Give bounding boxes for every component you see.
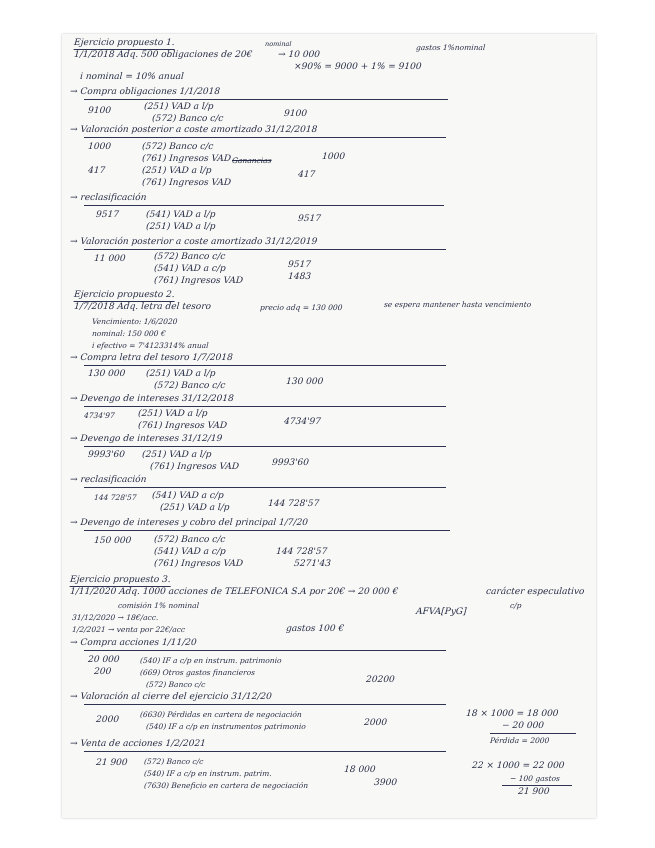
ex3-side2-a: 22 × 1000 = 22 000 (471, 761, 565, 771)
ex3-s1-r3-acc: (572) Banco c/c (145, 680, 206, 689)
ex1-s1-r1-acc: (251) VAD a l/p (143, 102, 214, 112)
ex2-s1-title: → Compra letra del tesoro 1/7/2018 (69, 353, 234, 363)
ex2-price: precio adq = 130 000 (259, 303, 343, 312)
ex3-d2: 1/2/2021 → venta por 22€/acc (71, 625, 186, 634)
ex1-calc2: ×90% = 9000 + 1% = 9100 (293, 62, 422, 72)
ex1-s4-r1-amt: 11 000 (93, 254, 126, 264)
ex2-s5-rule (84, 530, 450, 531)
ex2-s5-r1-acc: (572) Banco c/c (153, 535, 226, 545)
ex1-s2-title: → Valoración posterior a coste amortizado 31/12/2018 (69, 125, 318, 135)
ex3-s2-r1-acc: (6630) Pérdidas en cartera de negociación (139, 710, 303, 719)
ex1-nominal-note: nominal (264, 40, 292, 48)
ex2-s3-title: → Devengo de intereses 31/12/19 (69, 434, 223, 444)
ex3-side1-b: − 20 000 (501, 721, 545, 731)
ex3-s1-r1-amt: 20 000 (87, 655, 120, 665)
ex2-s3-r1-acc: (251) VAD a l/p (141, 450, 212, 460)
ex2-s1-r1-amt: 130 000 (87, 369, 126, 379)
ex3-side2-c: 21 900 (517, 787, 550, 797)
ex2-s2-r2-acc: (761) Ingresos VAD (137, 421, 228, 431)
ex3-side1-c: Pérdida = 2000 (489, 736, 550, 745)
ex3-s3-r1-acc: (572) Banco c/c (143, 757, 204, 766)
ex2-s5-r1-amt: 150 000 (93, 536, 132, 546)
ex3-s2-r2-acc: (540) IF a c/p en instrumentos patrimonio (145, 722, 307, 731)
ex1-rate: i nominal = 10% anual (79, 72, 185, 82)
ex3-title: Ejercicio propuesto 3. (69, 575, 171, 585)
ex2-s4-r1-val: 144 728'57 (267, 499, 320, 509)
ex1-s2-r2-acc: (761) Ingresos VAD (141, 154, 232, 164)
ex3-cp: c/p (509, 601, 522, 610)
ex2-note: se espera mantener hasta vencimiento (383, 300, 532, 309)
ex1-s1-r1-amt: 9100 (87, 106, 112, 116)
ex3-s1-r2-amt: 200 (93, 667, 112, 677)
ex2-s2-r1-amt: 4734'97 (83, 411, 116, 420)
ex3-char: carácter especulativo (485, 587, 585, 597)
ex1-title: Ejercicio propuesto 1. (73, 38, 175, 48)
ex1-s4-r2-val: 1483 (287, 272, 312, 282)
ex1-s3-r2-acc: (251) VAD a l/p (145, 222, 216, 232)
ex1-s4-r2-acc: (541) VAD a c/p (153, 264, 226, 274)
ex1-s1-rule (84, 99, 448, 100)
ex2-s4-r1-acc: (541) VAD a c/p (151, 491, 224, 501)
ex2-s2-title: → Devengo de intereses 31/12/2018 (69, 394, 235, 404)
ex1-s2-r3-val: 417 (297, 170, 316, 180)
ex3-s3-rule (84, 751, 446, 752)
ex1-s4-r3-acc: (761) Ingresos VAD (153, 276, 244, 286)
ex1-s3-title: → reclasificación (69, 193, 147, 203)
ex2-title: Ejercicio propuesto 2. (73, 290, 175, 300)
ex3-s3-r1-amt: 21 900 (95, 758, 128, 768)
ex2-s4-r2-acc: (251) VAD a l/p (159, 503, 230, 513)
ex1-s4-title: → Valoración posterior a coste amortizado 31/12/2019 (69, 237, 318, 247)
ex1-calc1: → 10 000 (277, 50, 321, 60)
ex1-s4-r1-acc: (572) Banco c/c (153, 252, 226, 262)
ex3-s1-r3-val: 20200 (365, 675, 396, 685)
ex2-s5-r2-acc: (541) VAD a c/p (153, 547, 226, 557)
ex3-s2-r2-val: 2000 (363, 718, 388, 728)
ex1-s2-r2-val: 1000 (321, 152, 346, 162)
ex3-side1-a: 18 × 1000 = 18 000 (465, 709, 559, 719)
handwritten-page (62, 34, 596, 818)
ex2-s5-r2-val: 144 728'57 (275, 547, 328, 557)
ex2-s2-r1-val: 4734'97 (283, 417, 322, 427)
ex1-s2-r3-amt: 417 (87, 166, 106, 176)
ex2-s5-r3-acc: (761) Ingresos VAD (153, 559, 244, 569)
ex2-s1-rule (84, 365, 446, 366)
ex1-s3-r1-amt: 9517 (95, 210, 120, 220)
ex3-s3-title: → Venta de acciones 1/2/2021 (69, 739, 207, 749)
ex1-s1-title: → Compra obligaciones 1/1/2018 (69, 87, 221, 97)
ex2-s1-r1-val: 130 000 (285, 377, 324, 387)
ex3-s1-r2-acc: (669) Otros gastos financieros (139, 668, 256, 677)
ex3-side2-rule (502, 785, 572, 786)
ex1-s4-r1-val: 9517 (287, 260, 312, 270)
ex2-s2-rule (84, 406, 446, 407)
ex3-s3-r3-acc: (7630) Beneficio en cartera de negociación (143, 781, 309, 790)
ex2-desc: 1/7/2018 Adq. letra del tesoro (73, 302, 212, 312)
ex2-s4-rule (84, 487, 446, 488)
ex2-s3-r2-acc: (761) Ingresos VAD (149, 462, 240, 472)
ex1-s4-rule (84, 249, 446, 250)
ex3-s3-r2-acc: (540) IF a c/p en instrum. patrim. (143, 769, 273, 778)
ex3-s1-title: → Compra acciones 1/11/20 (69, 638, 197, 648)
ex3-comision: comisión 1% nominal (117, 601, 200, 610)
ex2-venc: Vencimiento: 1/6/2020 (91, 317, 178, 326)
ex3-s3-r3-val: 3900 (373, 778, 398, 788)
ex2-s5-title: → Devengo de intereses y cobro del principal 1/7/20 (69, 518, 309, 528)
ex2-s1-r1-acc: (251) VAD a l/p (145, 369, 216, 379)
ex2-s4-title: → reclasificación (69, 475, 147, 485)
ex1-s3-r1-val: 9517 (297, 214, 322, 224)
ex2-s5-r3-val: 5271'43 (293, 559, 332, 569)
ex1-s2-rule (84, 137, 446, 138)
ex3-side2-b: − 100 gastos (509, 774, 561, 783)
ex3-afva: AFVA[PyG] (415, 607, 467, 617)
ex2-s2-r1-acc: (251) VAD a l/p (137, 409, 208, 419)
ex2-s3-rule (84, 446, 446, 447)
ex1-s1-r2-acc: (572) Banco c/c (151, 114, 224, 124)
ex1-s2-r2-struck: Ganancias (231, 156, 272, 165)
ex1-s1-r1-val: 9100 (283, 109, 308, 119)
ex3-s2-r1-amt: 2000 (95, 715, 120, 725)
ex1-s2-r4-acc: (761) Ingresos VAD (141, 178, 232, 188)
ex1-s2-r1-amt: 1000 (87, 142, 112, 152)
ex3-s1-r1-acc: (540) IF a c/p en instrum. patrimonio (139, 656, 282, 665)
ex2-nominal: nominal: 150 000 € (91, 329, 166, 338)
ex3-gastos: gastos 100 € (285, 624, 345, 634)
ex3-d1: 31/12/2020 → 18€/acc. (71, 613, 159, 622)
ex3-s2-rule (84, 704, 446, 705)
ex1-s3-r1-acc: (541) VAD a l/p (145, 210, 216, 220)
ex1-desc: 1/1/2018 Adq. 500 obligaciones de 20€ (73, 50, 253, 60)
ex1-s3-rule (84, 205, 444, 206)
ex3-s2-title: → Valoración al cierre del ejercicio 31/12/20 (69, 692, 273, 702)
ex2-s1-r2-acc: (572) Banco c/c (153, 381, 226, 391)
ex3-side1-rule (490, 733, 576, 734)
ex1-s2-r1-acc: (572) Banco c/c (141, 142, 214, 152)
ex2-s4-r1-amt: 144 728'57 (93, 493, 137, 502)
ex2-s3-r1-val: 9993'60 (271, 458, 310, 468)
ex1-s2-r3-acc: (251) VAD a l/p (141, 166, 212, 176)
ex2-s3-r1-amt: 9993'60 (87, 450, 126, 460)
ex1-gastos-note: gastos 1%nominal (415, 43, 486, 52)
ex2-ief: i efectivo = 7'4123314% anual (91, 341, 209, 350)
ex3-s3-r2-val: 18 000 (343, 765, 376, 775)
ex3-desc: 1/11/2020 Adq. 1000 acciones de TELEFONICA S.A por 20€ → 20 000 € (69, 587, 399, 597)
ex3-s1-rule (84, 650, 446, 651)
